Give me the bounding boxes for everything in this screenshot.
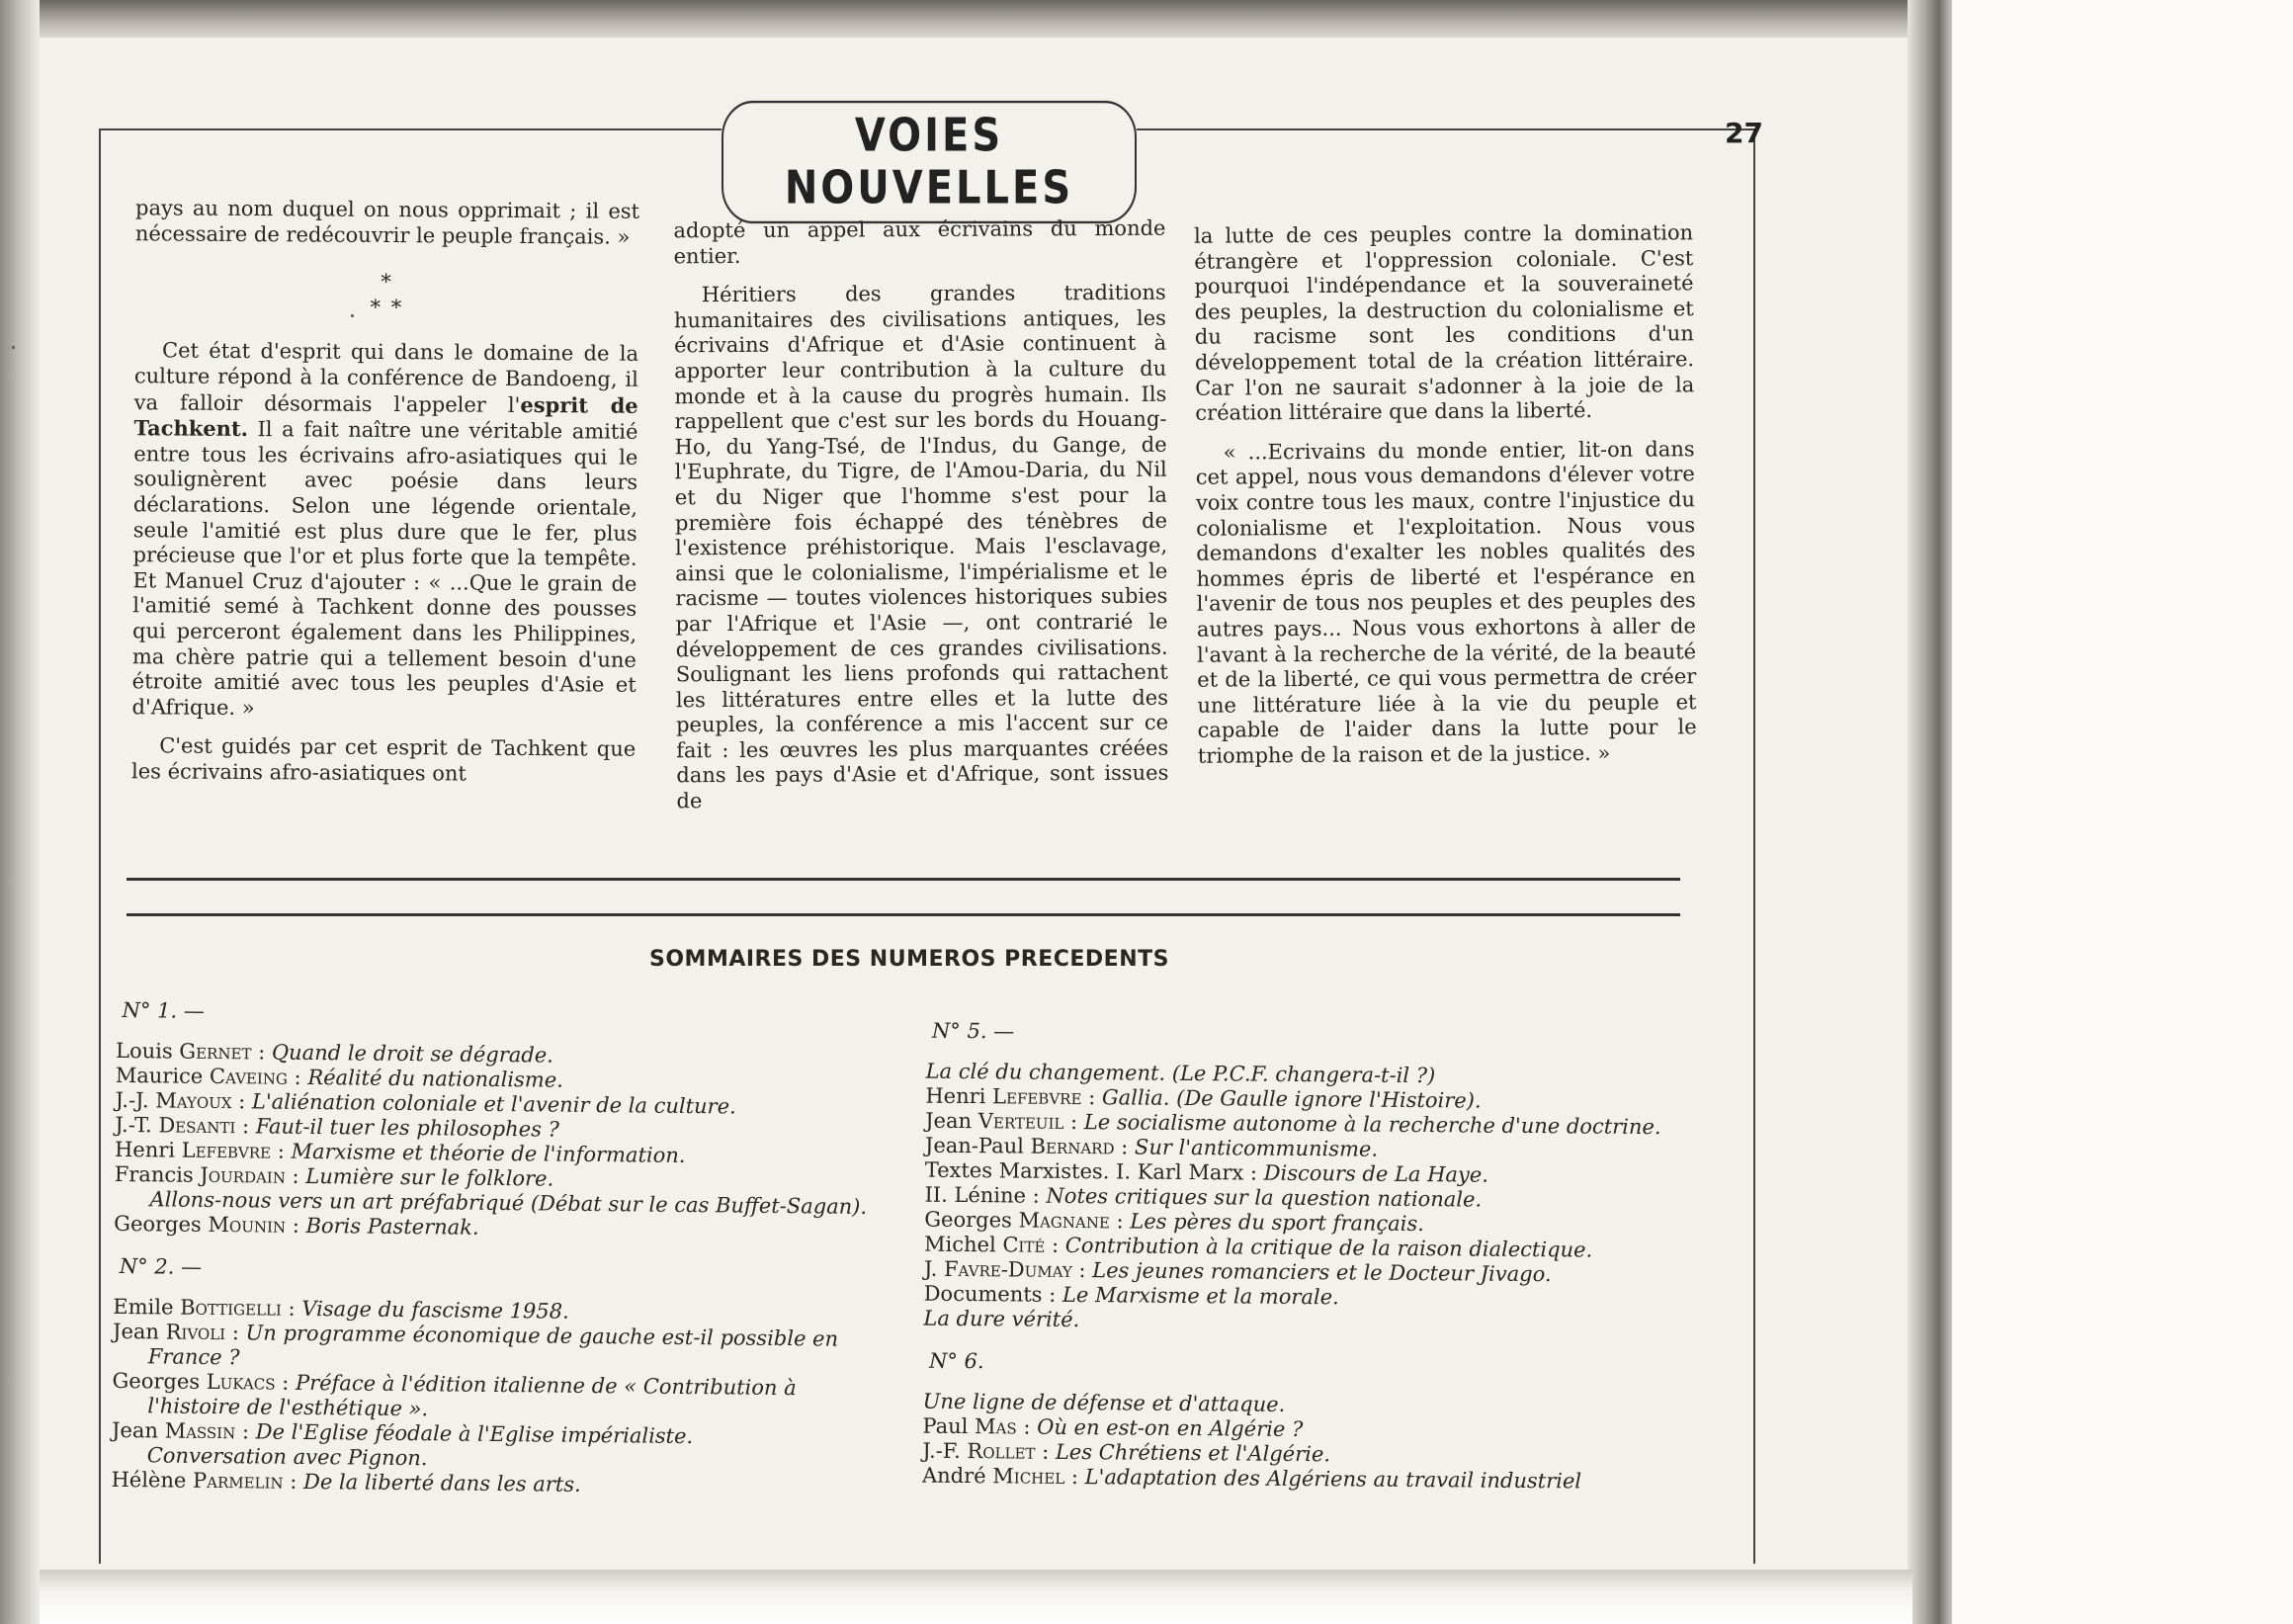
- author-first-name: Paul: [922, 1413, 976, 1439]
- entry-separator: :: [283, 1469, 304, 1494]
- entry-separator: :: [1016, 1414, 1038, 1439]
- author-first-name: Georges: [112, 1368, 207, 1394]
- summary-entry: La dure vérité.: [923, 1306, 1080, 1332]
- entry-author: [116, 1064, 308, 1089]
- author-first-name: Jean: [112, 1319, 166, 1344]
- entry-separator: :: [1071, 1257, 1093, 1283]
- entry-title: Préface à l'édition italienne de « Contribution à l'histoire de l'esthétique ».: [147, 1370, 797, 1421]
- entry-separator: :: [1035, 1439, 1057, 1464]
- author-last-name: Lukacs: [206, 1369, 276, 1395]
- paragraph: Cet état d'esprit qui dans le domaine de la culture répond à la conférence de Bandoeng, il va falloir désormais l'appeler l'esprit de Tachkent. Il a fait naître une véritable amitié entre tous les écrivains afro-asiatiques qui le soulignèrent avec poésie dans leurs déclarations. Selon une légende orientale, seule l'amitié est plus dure que le fer, plus précieuse que l'or et plus forte que la tempête. Et Manuel Cruz d'ajouter : « ...Que le grain de l'amitié semé à Tachkent donne des pousses qui perceront également dans les Philippines, ma chère patrie qui a tellement besoin d'une étroite amitié avec tous les peuples d'Asie et d'Afrique. »: [131, 338, 639, 720]
- scan-bottom-edge: [40, 1570, 1912, 1624]
- author-first-name: Documents: [923, 1281, 1043, 1307]
- author-first-name: Georges: [924, 1207, 1019, 1233]
- author-first-name: Francis: [114, 1161, 201, 1187]
- paragraph: adopté un appel aux écrivains du monde entier.: [673, 215, 1166, 268]
- entry-title: Faut-il tuer les philosophes ?: [255, 1114, 559, 1142]
- entry-title: Boris Pasternak.: [305, 1213, 479, 1239]
- author-last-name: Bottigelli: [180, 1295, 283, 1321]
- author-first-name: André: [921, 1463, 993, 1489]
- author-last-name: Massin: [164, 1418, 236, 1444]
- entry-author: [112, 1418, 256, 1444]
- paragraph: « ...Ecrivains du monde entier, lit-on dans cet appel, nous vous demandons d'élever votre voix contre tous les maux, contre l'injustice du colonialisme et l'exploitation. Nous vous demandons d'exalter les nobles qualités des hommes épris de liberté et l'espérance en l'avenir de tous nos peuples et des peuples des autres pays... Nous vous exhortons à aller de l'avant à la recherche de la vérité, de la beauté et de la liberté, ce qui vous permettra de créer une littérature liée à la vie du peuple et capable de l'aider dans la lutte pour le triomphe de la raison et de la justice. »: [1195, 436, 1697, 768]
- summary-entry: [113, 1320, 884, 1377]
- scan-speck: [12, 346, 15, 349]
- entry-separator: :: [1063, 1109, 1084, 1135]
- entry-title: Discours de La Haye.: [1263, 1160, 1489, 1187]
- entry-author: [116, 1039, 272, 1065]
- entry-separator: :: [1109, 1209, 1131, 1234]
- entry-separator: :: [285, 1163, 306, 1188]
- author-last-name: Desanti: [158, 1113, 236, 1139]
- entry-separator: :: [1025, 1183, 1047, 1208]
- issue-number: N° 6.: [928, 1348, 984, 1374]
- author-last-name: Michel: [992, 1464, 1065, 1489]
- scan-right-edge: [1908, 0, 1952, 1624]
- entry-separator: :: [1064, 1464, 1085, 1490]
- entry-title: Gallia. (De Gaulle ignore l'Histoire).: [1101, 1085, 1482, 1113]
- author-first-name: Henri: [114, 1137, 182, 1162]
- author-first-name: Jean: [925, 1108, 978, 1134]
- author-last-name: Jourdain: [200, 1162, 287, 1188]
- author-first-name: J.-F.: [922, 1438, 968, 1464]
- author-last-name: Mounin: [208, 1212, 287, 1238]
- author-last-name: Parmelin: [192, 1468, 284, 1494]
- author-last-name: Lefebvre: [181, 1138, 272, 1163]
- entry-title: L'adaptation des Algériens au travail industriel: [1084, 1465, 1582, 1494]
- author-last-name: Mas: [975, 1414, 1017, 1439]
- entry-separator: :: [231, 1089, 253, 1114]
- scan-left-shadow: [0, 0, 40, 1624]
- author-first-name: Louis: [115, 1038, 180, 1064]
- summary-entry: La clé du changement. (Le P.C.F. changera-t-il ?): [925, 1059, 1436, 1088]
- entry-title: Contribution à la critique de la raison dialectique.: [1064, 1233, 1593, 1262]
- article-column-3: [1194, 220, 1697, 783]
- entry-author: [113, 1320, 246, 1344]
- entry-author: [922, 1414, 1037, 1439]
- author-last-name: Bernard: [1030, 1134, 1115, 1159]
- author-first-name: II. Lénine: [924, 1182, 1027, 1208]
- entry-author: [922, 1439, 1056, 1464]
- entry-separator: :: [281, 1296, 302, 1321]
- entry-separator: :: [235, 1419, 256, 1444]
- entry-separator: :: [225, 1321, 246, 1345]
- summary-column-right: [922, 1019, 1682, 1496]
- author-last-name: Rivoli: [165, 1320, 226, 1345]
- entry-author: [924, 1208, 1130, 1234]
- section-rule-top: [127, 878, 1680, 881]
- author-last-name: Magnane: [1018, 1208, 1110, 1234]
- entry-title: Les Chrétiens et l'Algérie.: [1055, 1439, 1331, 1467]
- entry-author: [115, 1162, 306, 1188]
- page-number: 27: [1725, 117, 1763, 149]
- scan-speck: [351, 314, 354, 317]
- article-column-2: [673, 216, 1168, 828]
- paragraph: la lutte de ces peuples contre la domination étrangère et l'oppression coloniale. C'est pourquoi l'indépendance et la souveraineté des peuples, la destruction du colonialisme et du racisme sont les conditions d'un développement total de la création littéraire. Car l'on ne saurait s'adonner à la joie de la création littéraire que dans la liberté.: [1194, 220, 1695, 425]
- entry-author: [925, 1158, 1264, 1185]
- author-first-name: Emile: [113, 1294, 181, 1320]
- entry-separator: :: [275, 1370, 297, 1395]
- issue-number: N° 1. —: [122, 997, 205, 1023]
- author-last-name: Rollet: [967, 1439, 1036, 1464]
- entry-author: [922, 1464, 1085, 1489]
- entry-separator: :: [1114, 1135, 1136, 1159]
- entry-author: [924, 1257, 1093, 1282]
- summary-entry: Une ligne de défense et d'attaque.: [922, 1389, 1286, 1416]
- entry-title: Les pères du sport français.: [1130, 1209, 1425, 1237]
- paragraph: pays au nom duquel on nous opprimait ; il est nécessaire de redécouvrir le peuple français. »: [134, 196, 640, 249]
- author-last-name: Gernet: [179, 1039, 252, 1065]
- entry-separator: :: [270, 1139, 292, 1163]
- entry-title: Notes critiques sur la question nationale.: [1046, 1183, 1483, 1212]
- author-last-name: Cité: [1002, 1233, 1046, 1257]
- paragraph: C'est guidés par cet esprit de Tachkent que les écrivains afro-asiatiques ont: [130, 733, 637, 786]
- entry-title: Où en est-on en Algérie ?: [1037, 1414, 1304, 1442]
- entry-author: [112, 1369, 296, 1395]
- entry-separator: :: [287, 1065, 308, 1089]
- entry-title: Les jeunes romanciers et le Docteur Jivago.: [1092, 1258, 1552, 1287]
- issue-number: N° 2. —: [119, 1253, 203, 1279]
- author-first-name: Georges: [114, 1211, 209, 1237]
- entry-author: [114, 1212, 306, 1238]
- entry-author: [924, 1282, 1063, 1307]
- entry-title: Réalité du nationalisme.: [307, 1065, 564, 1092]
- entry-title: Visage du fascisme 1958.: [301, 1296, 569, 1324]
- author-first-name: Henri: [925, 1083, 993, 1109]
- entry-title: L'aliénation coloniale et l'avenir de la culture.: [251, 1089, 736, 1119]
- article-column-1: [131, 196, 639, 802]
- section-rule-bottom: [127, 913, 1680, 916]
- paragraph: Héritiers des grandes traditions humanitaires des civilisations antiques, les écrivains d'Afrique et d'Asie continuent à apporter leur contribution à la culture du monde et à la cause du progrès humain. Ils rappellent que c'est sur les bords du Houang-Ho, du Yang-Tsé, de l'Indus, du Gange, de l'Euphrate, du Tigre, de l'Amou-Daria, du Nil et du Niger que l'homme s'est pour la première fois échappé des ténèbres de l'existence préhistorique. Mais l'esclavage, ainsi que le colonialisme, l'impérialisme et le racisme — toutes violences historiques subies par l'Afrique et l'Asie —, ont contrarié le développement de ces grandes civilisations. Soulignant les liens profonds qui rattachent les littératures entre elles et la lutte des peuples, la conférence a mis l'accent sur ce fait : les œuvres les plus marquantes créées dans les pays d'Asie et d'Afrique, sont issues de: [673, 280, 1169, 813]
- entry-title: Sur l'anticommunisme.: [1134, 1135, 1379, 1161]
- entry-author: [925, 1109, 1084, 1134]
- entry-separator: :: [1042, 1282, 1063, 1307]
- author-first-name: J.: [923, 1256, 945, 1281]
- masthead: VOIES NOUVELLES: [722, 101, 1137, 223]
- entry-author: [115, 1088, 252, 1113]
- author-last-name: Mayoux: [155, 1088, 232, 1114]
- entry-separator: :: [285, 1213, 306, 1238]
- scan-top-shadow: [0, 0, 1952, 38]
- entry-author: [924, 1233, 1065, 1257]
- entry-separator: :: [235, 1114, 256, 1139]
- entry-separator: :: [1243, 1160, 1264, 1185]
- author-first-name: J.-T.: [115, 1112, 159, 1138]
- entry-title: Le Marxisme et la morale.: [1062, 1282, 1339, 1310]
- entry-author: [924, 1183, 1046, 1208]
- issue-number: N° 5. —: [931, 1018, 1015, 1044]
- summary-entry: [112, 1369, 883, 1426]
- entry-title: Marxisme et théorie de l'information.: [291, 1139, 686, 1167]
- entry-title: De la liberté dans les arts.: [302, 1469, 581, 1496]
- emphasis: esprit de Tachkent.: [133, 391, 638, 442]
- author-first-name: Textes Marxistes. I. Karl Marx: [924, 1157, 1244, 1185]
- summary-entry: Allons-nous vers un art préfabriqué (Débat sur le cas Buffet-Sagan).: [149, 1187, 868, 1219]
- entry-author: [115, 1138, 292, 1163]
- entry-author: [925, 1134, 1135, 1159]
- author-first-name: Maurice: [115, 1063, 211, 1088]
- summary-entry: Conversation avec Pignon.: [146, 1443, 428, 1471]
- entry-author: [925, 1084, 1102, 1110]
- author-last-name: Caveing: [209, 1064, 289, 1089]
- summary-title: SOMMAIRES DES NUMEROS PRECEDENTS: [649, 947, 1169, 972]
- entry-title: Lumière sur le folklore.: [305, 1163, 554, 1191]
- author-first-name: J.-J.: [115, 1087, 156, 1113]
- entry-author: [111, 1468, 303, 1494]
- entry-separator: :: [251, 1040, 273, 1065]
- masthead-container: [722, 109, 1137, 214]
- author-first-name: Michel: [923, 1232, 1003, 1257]
- author-last-name: Favre-Dumay: [943, 1256, 1072, 1282]
- section-separator: * * *: [370, 270, 404, 319]
- entry-title: De l'Eglise féodale à l'Eglise impérialiste.: [255, 1419, 694, 1449]
- author-first-name: Hélène: [111, 1467, 194, 1493]
- author-last-name: Verteuil: [977, 1109, 1064, 1134]
- entry-title: Un programme économique de gauche est-il possible en France ?: [147, 1321, 839, 1370]
- entry-title: Le socialisme autonome à la recherche d'une doctrine.: [1083, 1110, 1661, 1140]
- author-first-name: Jean: [111, 1417, 165, 1443]
- author-last-name: Lefebvre: [992, 1084, 1082, 1110]
- entry-title: Quand le droit se dégrade.: [271, 1040, 554, 1068]
- entry-author: [115, 1113, 256, 1138]
- entry-separator: :: [1081, 1085, 1103, 1110]
- entry-separator: :: [1045, 1233, 1065, 1257]
- summary-column-left: [111, 998, 887, 1500]
- author-first-name: Jean-Paul: [924, 1133, 1031, 1158]
- entry-author: [113, 1295, 301, 1321]
